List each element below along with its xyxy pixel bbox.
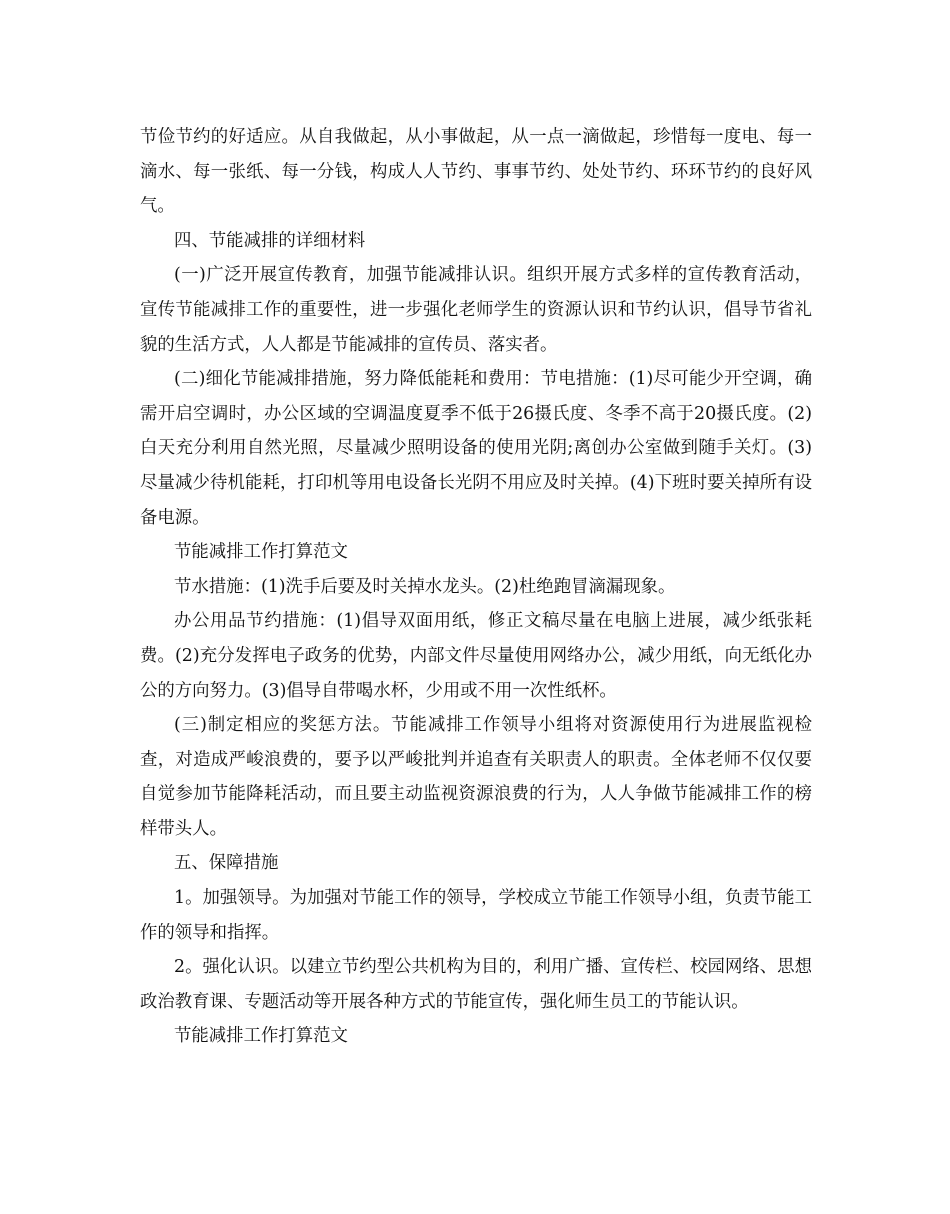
- paragraph-rewards-penalties: (三)制定相应的奖惩方法。节能减排工作领导小组将对资源使用行为进展监视检查，对造成严峻浪费的，要予以严峻批判并追查有关职责人的职责。全体老师不仅仅要自觉参加节能降耗活动，而且要主动监视资源浪费的行为，人人争做节能减排工作的榜样带头人。: [140, 715, 812, 839]
- paragraph-publicity-education: (一)广泛开展宣传教育，加强节能减排认识。组织开展方式多样的宣传教育活动，宣传节能减排工作的重要性，进一步强化老师学生的资源认识和节约认识，倡导节省礼貌的生活方式，人人都是节能减排的宣传员、落实者。: [140, 265, 812, 355]
- paragraph-energy-measures: (二)细化节能减排措施，努力降低能耗和费用：节电措施：(1)尽可能少开空调，确需开启空调时，办公区域的空调温度夏季不低于26摄氏度、冬季不高于20摄氏度。(2)白天充分利用自然光照，尽量减少照明设备的使用光阴;离创办公室做到随手关灯。(3)尽量减少待机能耗，打印机等用电设备长光阴不用应及时关掉。(4)下班时要关掉所有设备电源。: [140, 369, 812, 528]
- paragraph-running-title: 节能减排工作打算范文: [174, 542, 348, 563]
- paragraph-awareness: 2。强化认识。以建立节约型公共机构为目的，利用广播、宣传栏、校园网络、思想政治教育课、专题活动等开展各种方式的节能宣传，强化师生员工的节能认识。: [140, 957, 812, 1012]
- paragraph-intro-continuation: 节俭节约的好适应。从自我做起，从小事做起，从一点一滴做起，珍惜每一度电、每一滴水、每一张纸、每一分钱，构成人人节约、事事节约、处处节约、环环节约的良好风气。: [140, 127, 812, 217]
- document-body: [140, 120, 812, 1054]
- section-heading-four: 四、节能减排的详细材料: [174, 230, 366, 251]
- paragraph-water-measures: 节水措施：(1)洗手后要及时关掉水龙头。(2)杜绝跑冒滴漏现象。: [174, 576, 676, 597]
- section-heading-five: 五、保障措施: [174, 853, 279, 874]
- paragraph-office-supplies: 办公用品节约措施：(1)倡导双面用纸，修正文稿尽量在电脑上进展，减少纸张耗费。(2)充分发挥电子政务的优势，内部文件尽量使用网络办公，减少用纸，向无纸化办公的方向努力。(3)倡导自带喝水杯，少用或不用一次性纸杯。: [140, 611, 812, 701]
- paragraph-running-title-2: 节能减排工作打算范文: [174, 1026, 348, 1047]
- paragraph-leadership: 1。加强领导。为加强对节能工作的领导，学校成立节能工作领导小组，负责节能工作的领导和指挥。: [140, 888, 812, 943]
